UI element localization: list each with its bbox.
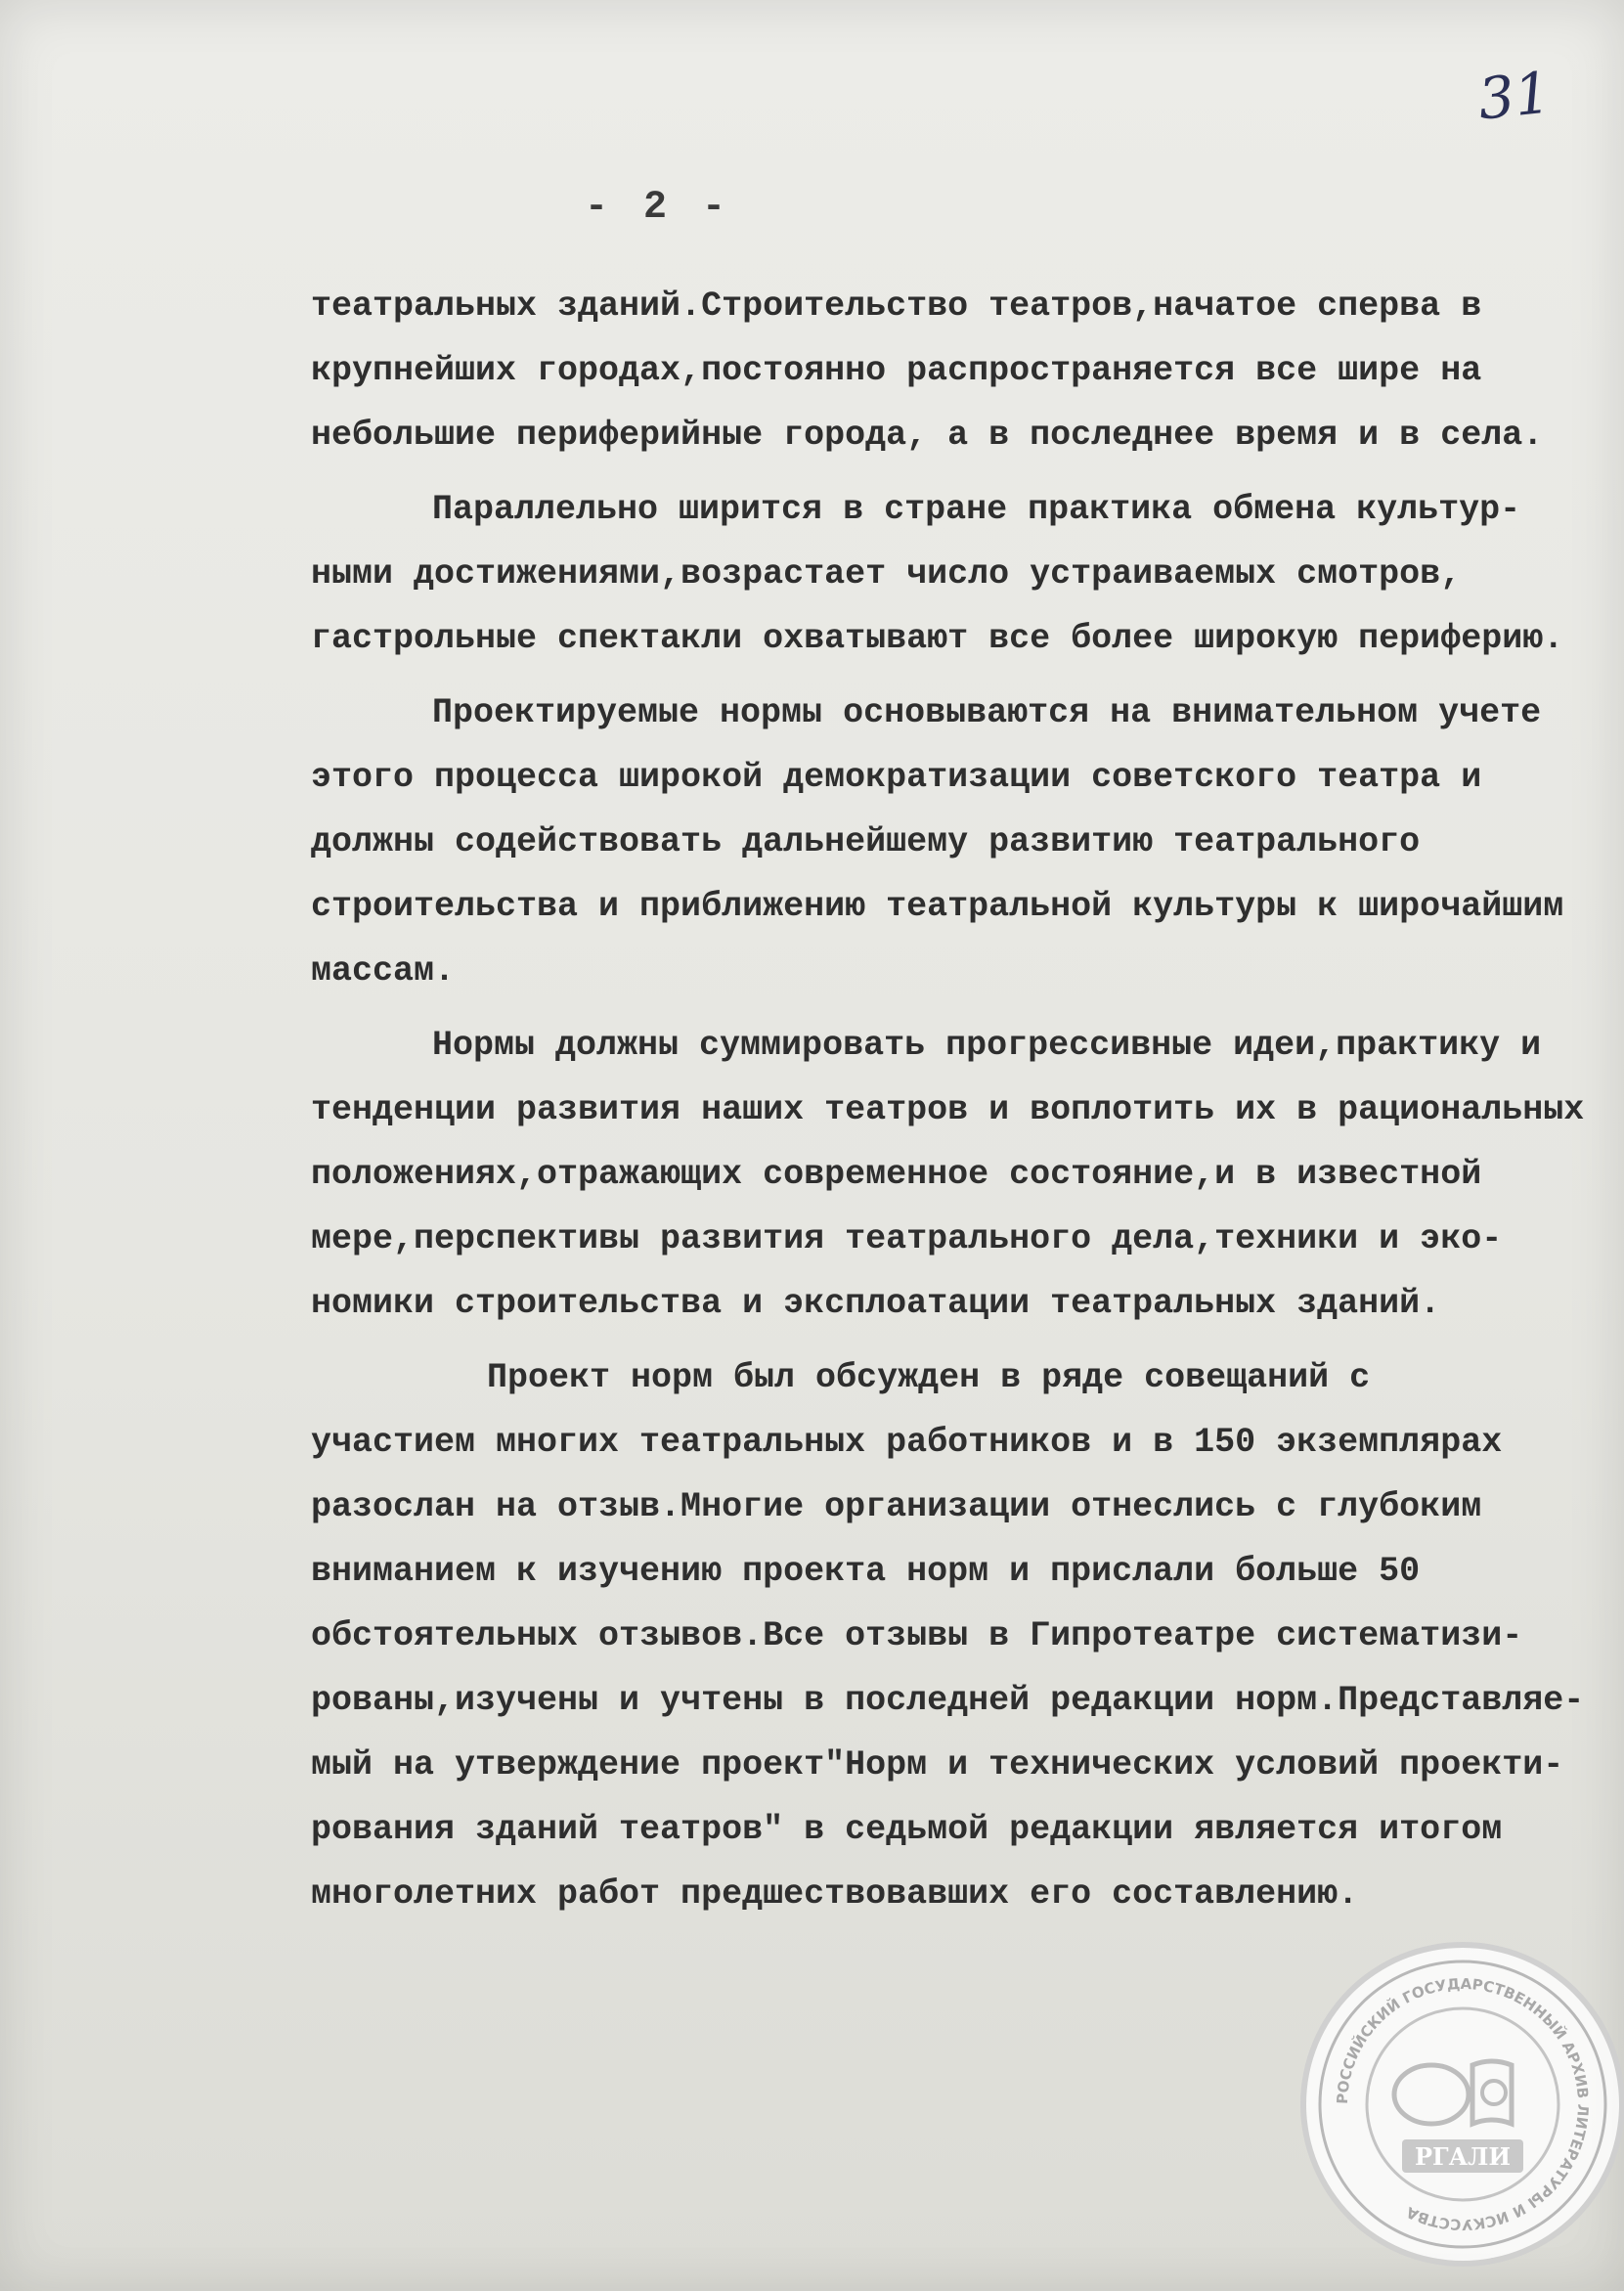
text-line: этого процесса широкой демократизации советского театра и — [311, 758, 1482, 797]
text-line: рования зданий театров" в седьмой редакции является итогом — [311, 1810, 1503, 1849]
paragraph — [311, 274, 1562, 467]
text-line: мый на утверждение проект"Норм и технических условий проекти- — [311, 1745, 1564, 1784]
text-line: Проект норм был обсужден в ряде совещаний с — [487, 1358, 1371, 1397]
text-line: крупнейших городах,постоянно распространяется все шире на — [311, 351, 1482, 390]
text-line: обстоятельных отзывов.Все отзывы в Гипротеатре систематизи- — [311, 1616, 1523, 1655]
paragraph — [311, 477, 1562, 671]
text-line: гастрольные спектакли охватывают все более широкую периферию. — [311, 619, 1564, 658]
text-line: вниманием к изучению проекта норм и прислали больше 50 — [311, 1552, 1421, 1591]
paragraph — [311, 681, 1562, 1003]
text-line: Проектируемые нормы основываются на внимательном учете — [432, 693, 1542, 732]
paragraph — [311, 1013, 1585, 1336]
text-line: положениях,отражающих современное состояние,и в известной — [311, 1155, 1482, 1194]
archive-seal-icon — [1306, 1948, 1619, 2261]
text-line: театральных зданий.Строительство театров,начатое сперва в — [311, 286, 1482, 326]
text-line: разослан на отзыв.Многие организации отнеслись с глубоким — [311, 1487, 1482, 1526]
archive-folio-number: 31 — [1474, 59, 1555, 133]
archive-stamp — [1300, 1942, 1624, 2267]
page-number: - 2 - — [585, 186, 732, 230]
stamp-ring-text: РОССИЙСКИЙ ГОСУДАРСТВЕННЫЙ АРХИВ ЛИТЕРАТУРЫ И ИСКУССТВА — [1333, 1974, 1593, 2234]
text-line: участием многих театральных работников и в 150 экземплярах — [311, 1423, 1503, 1462]
text-line: рованы,изучены и учтены в последней редакции норм.Представляе- — [311, 1681, 1585, 1720]
text-line: Нормы должны суммировать прогрессивные идеи,практику и — [432, 1026, 1542, 1065]
text-line: строительства и приближению театральной культуры к широчайшим — [311, 887, 1564, 926]
text-line: должны содействовать дальнейшему развитию театрального — [311, 822, 1421, 861]
text-line: тенденции развития наших театров и воплотить их в рациональных — [311, 1090, 1585, 1129]
text-line: массам. — [311, 951, 456, 991]
text-line: многолетних работ предшествовавших его составлению. — [311, 1874, 1359, 1914]
paragraph — [311, 1345, 1585, 1926]
text-line: мере,перспективы развития театрального дела,техники и эко- — [311, 1219, 1503, 1258]
text-line: номики строительства и эксплоатации театральных зданий. — [311, 1284, 1441, 1323]
body-text — [311, 274, 1585, 1926]
svg-text:РОССИЙСКИЙ ГОСУДАРСТВЕННЫЙ АРХ — [1334, 1975, 1592, 2233]
stamp-label: РГАЛИ — [1414, 2142, 1512, 2171]
text-line: ными достижениями,возрастает число устраиваемых смотров, — [311, 554, 1462, 594]
text-line: Параллельно ширится в стране практика обмена культур- — [432, 490, 1521, 529]
text-line: небольшие периферийные города, а в последнее время и в села. — [311, 416, 1544, 455]
